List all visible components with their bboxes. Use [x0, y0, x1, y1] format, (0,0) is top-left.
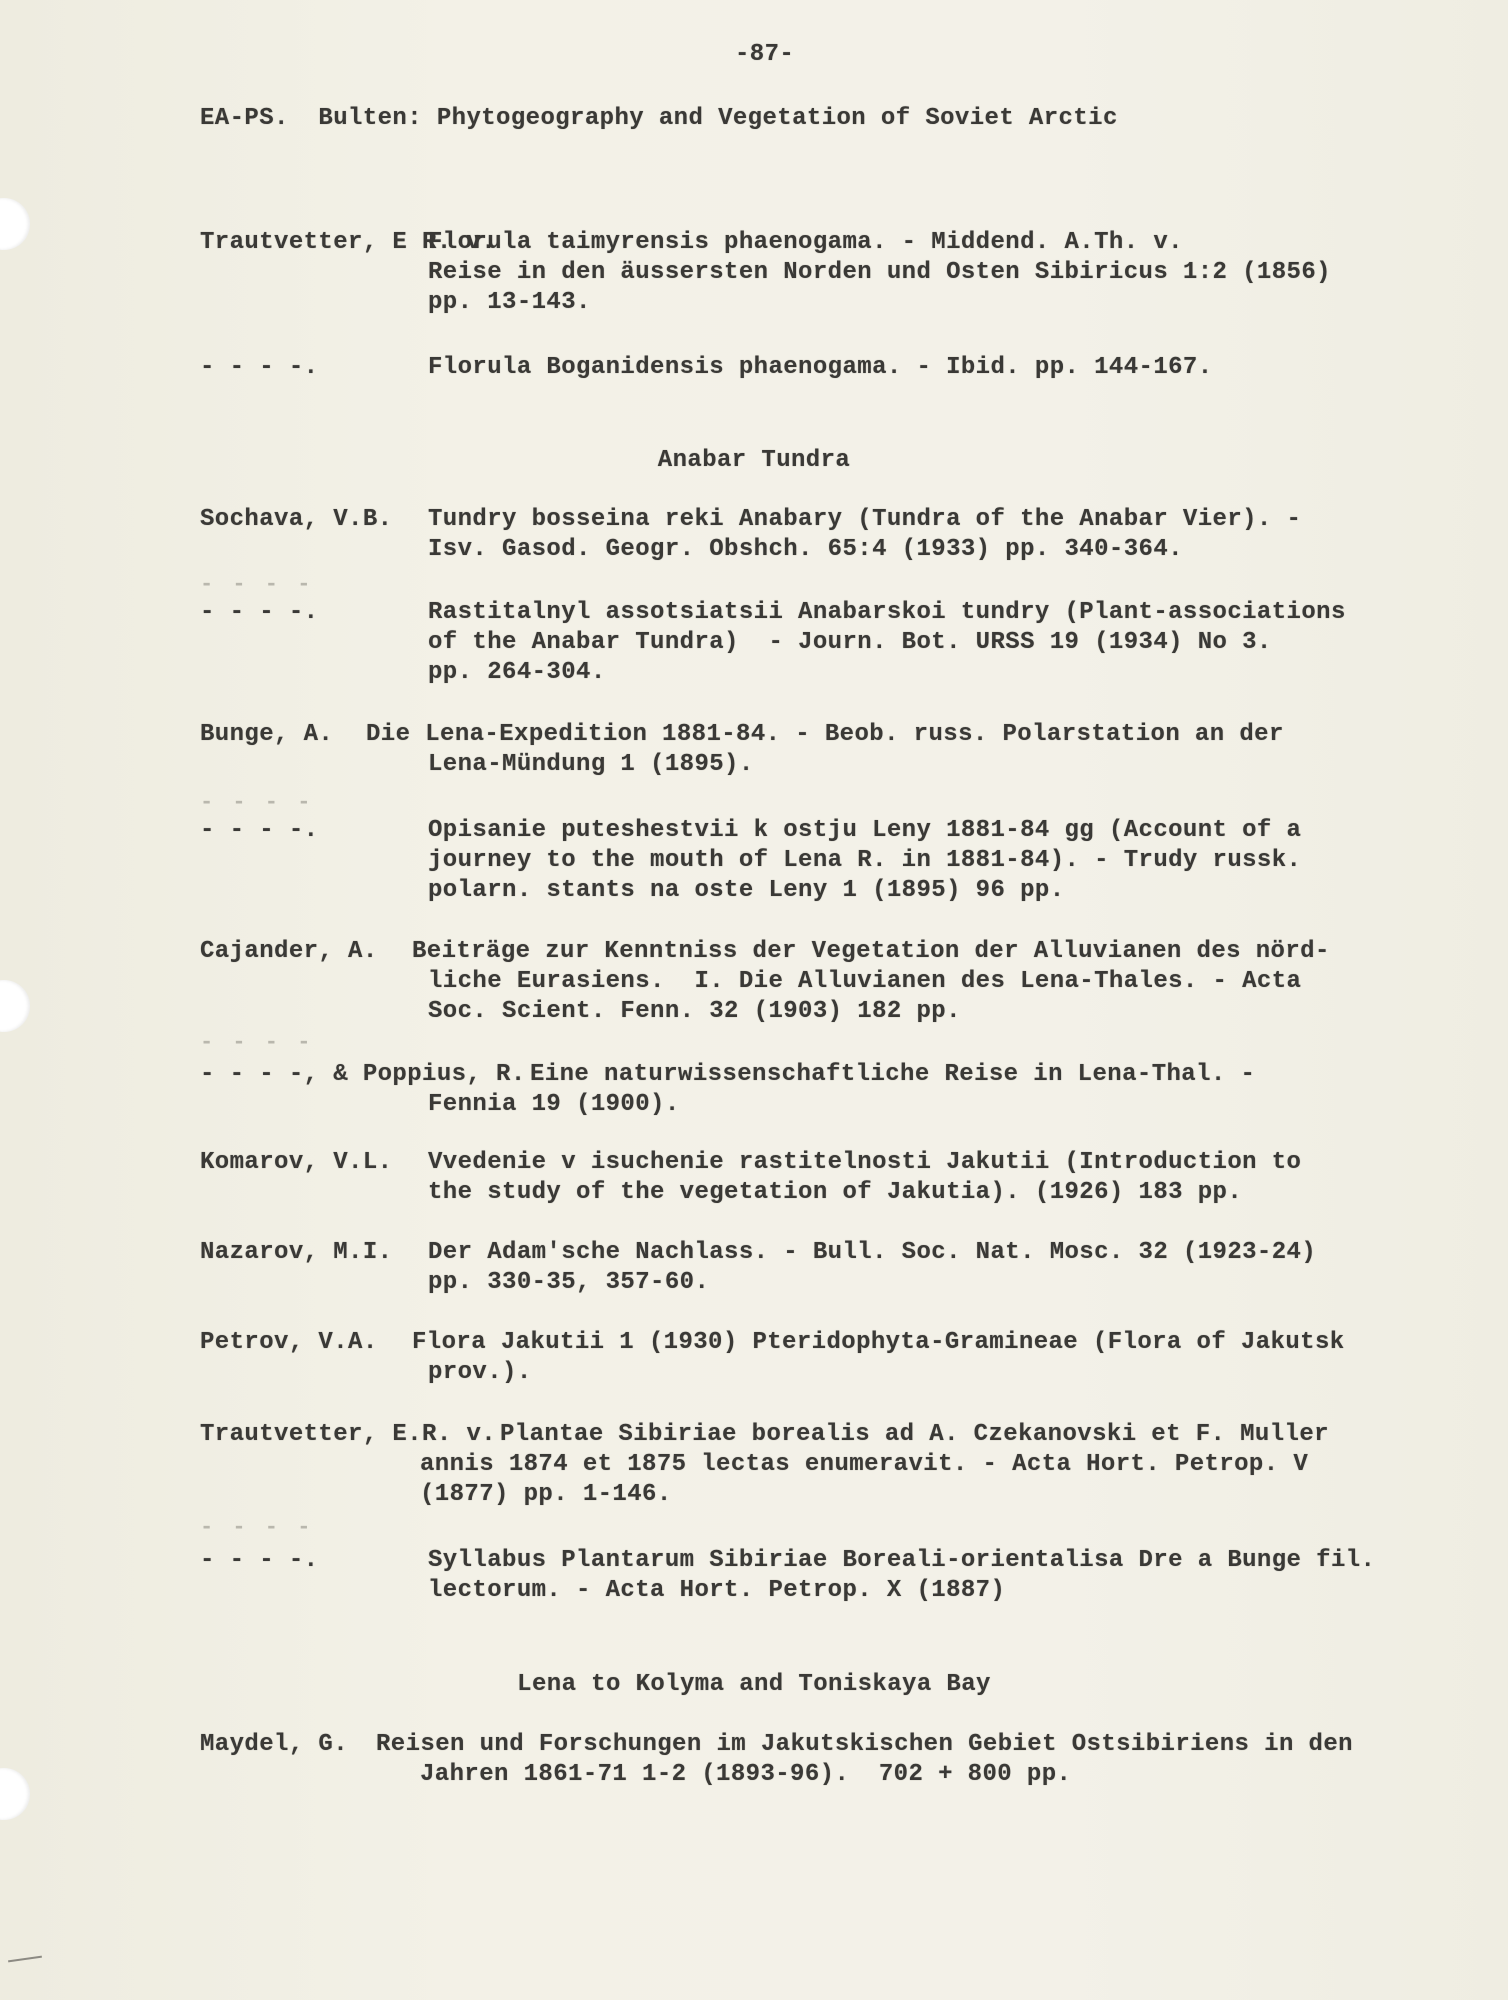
entry-line: Die Lena-Expedition 1881-84. - Beob. russ. Polarstation an der	[366, 721, 1284, 748]
entry-author: Petrov, V.A.	[200, 1329, 378, 1356]
entry-line: Florula Boganidensis phaenogama. - Ibid. pp. 144-167.	[428, 354, 1213, 381]
punch-hole	[0, 1768, 30, 1820]
entry-line: Vvedenie v isuchenie rastitelnosti Jakutii (Introduction to	[428, 1149, 1302, 1176]
faint-dashes: - - - -	[200, 572, 314, 597]
entry-line: Opisanie puteshestvii k ostju Leny 1881-84 gg (Account of a	[428, 817, 1302, 844]
entry-line: Fennia 19 (1900).	[428, 1091, 680, 1118]
entry-line: annis 1874 et 1875 lectas enumeravit. - Acta Hort. Petrop. V	[420, 1451, 1309, 1478]
entry-line: Rastitalnyl assotsiatsii Anabarskoi tundry (Plant-associations	[428, 599, 1346, 626]
entry-author: - - - -, & Poppius, R.	[200, 1061, 526, 1088]
entry-author: Cajander, A.	[200, 938, 378, 965]
running-header: EA-PS. Bulten: Phytogeography and Vegetation of Soviet Arctic	[200, 105, 1118, 132]
entry-line: Isv. Gasod. Geogr. Obshch. 65:4 (1933) pp. 340-364.	[428, 536, 1183, 563]
entry-line: Reise in den äussersten Norden und Osten Sibiricus 1:2 (1856)	[428, 259, 1331, 286]
entry-author: Trautvetter, E.R. v.	[200, 1421, 497, 1448]
entry-line: lectorum. - Acta Hort. Petrop. X (1887)	[428, 1577, 1006, 1604]
entry-line: pp. 330-35, 357-60.	[428, 1269, 710, 1296]
entry-line: the study of the vegetation of Jakutia). (1926) 183 pp.	[428, 1179, 1243, 1206]
entry-line: Plantae Sibiriae borealis ad A. Czekanovski et F. Muller	[500, 1421, 1329, 1448]
section-heading: Anabar Tundra	[657, 447, 851, 474]
entry-line: journey to the mouth of Lena R. in 1881-84). - Trudy russk.	[428, 847, 1302, 874]
entry-author: Sochava, V.B.	[200, 506, 393, 533]
entry-line: liche Eurasiens. I. Die Alluvianen des Lena-Thales. - Acta	[428, 968, 1302, 995]
entry-line: Florula taimyrensis phaenogama. - Middend. A.Th. v.	[428, 229, 1183, 256]
entry-line: Eine naturwissenschaftliche Reise in Lena-Thal. -	[530, 1061, 1256, 1088]
entry-line: (1877) pp. 1-146.	[420, 1481, 672, 1508]
entry-line: Reisen und Forschungen im Jakutskischen Gebiet Ostsibiriens in den	[376, 1731, 1353, 1758]
entry-line: pp. 264-304.	[428, 659, 606, 686]
entry-line: Der Adam'sche Nachlass. - Bull. Soc. Nat. Mosc. 32 (1923-24)	[428, 1239, 1317, 1266]
entry-author: - - - -.	[200, 817, 319, 844]
entry-author: - - - -.	[200, 599, 319, 626]
entry-line: Soc. Scient. Fenn. 32 (1903) 182 pp.	[428, 998, 961, 1025]
section-heading: Lena to Kolyma and Toniskaya Bay	[517, 1671, 991, 1698]
faint-dashes: - - - -	[200, 1515, 314, 1540]
entry-line: Flora Jakutii 1 (1930) Pteridophyta-Gramineae (Flora of Jakutsk	[412, 1329, 1345, 1356]
entry-author: Bunge, A.	[200, 721, 334, 748]
punch-hole	[0, 198, 30, 250]
entry-author: Nazarov, M.I.	[200, 1239, 393, 1266]
entry-line: pp. 13-143.	[428, 289, 591, 316]
entry-author: Maydel, G.	[200, 1731, 349, 1758]
entry-author: - - - -.	[200, 1547, 319, 1574]
entry-line: Lena-Mündung 1 (1895).	[428, 751, 754, 778]
entry-line: of the Anabar Tundra) - Journ. Bot. URSS 19 (1934) No 3.	[428, 629, 1272, 656]
paper-mark	[8, 1956, 42, 1963]
entry-author: Komarov, V.L.	[200, 1149, 393, 1176]
entry-line: Jahren 1861-71 1-2 (1893-96). 702 + 800 pp.	[420, 1761, 1072, 1788]
entry-line: Tundry bosseina reki Anabary (Tundra of the Anabar Vier). -	[428, 506, 1302, 533]
entry-line: polarn. stants na oste Leny 1 (1895) 96 pp.	[428, 877, 1065, 904]
faint-dashes: - - - -	[200, 1030, 314, 1055]
punch-hole	[0, 980, 30, 1032]
entry-line: prov.).	[428, 1359, 532, 1386]
faint-dashes: - - - -	[200, 790, 314, 815]
entry-author: Trautvetter, E R. v.	[200, 229, 497, 256]
page-number: -87-	[735, 41, 795, 68]
entry-line: Syllabus Plantarum Sibiriae Boreali-orientalisa Dre a Bunge fil.	[428, 1547, 1376, 1574]
entry-author: - - - -.	[200, 354, 319, 381]
entry-line: Beiträge zur Kenntniss der Vegetation der Alluvianen des nörd-	[412, 938, 1330, 965]
